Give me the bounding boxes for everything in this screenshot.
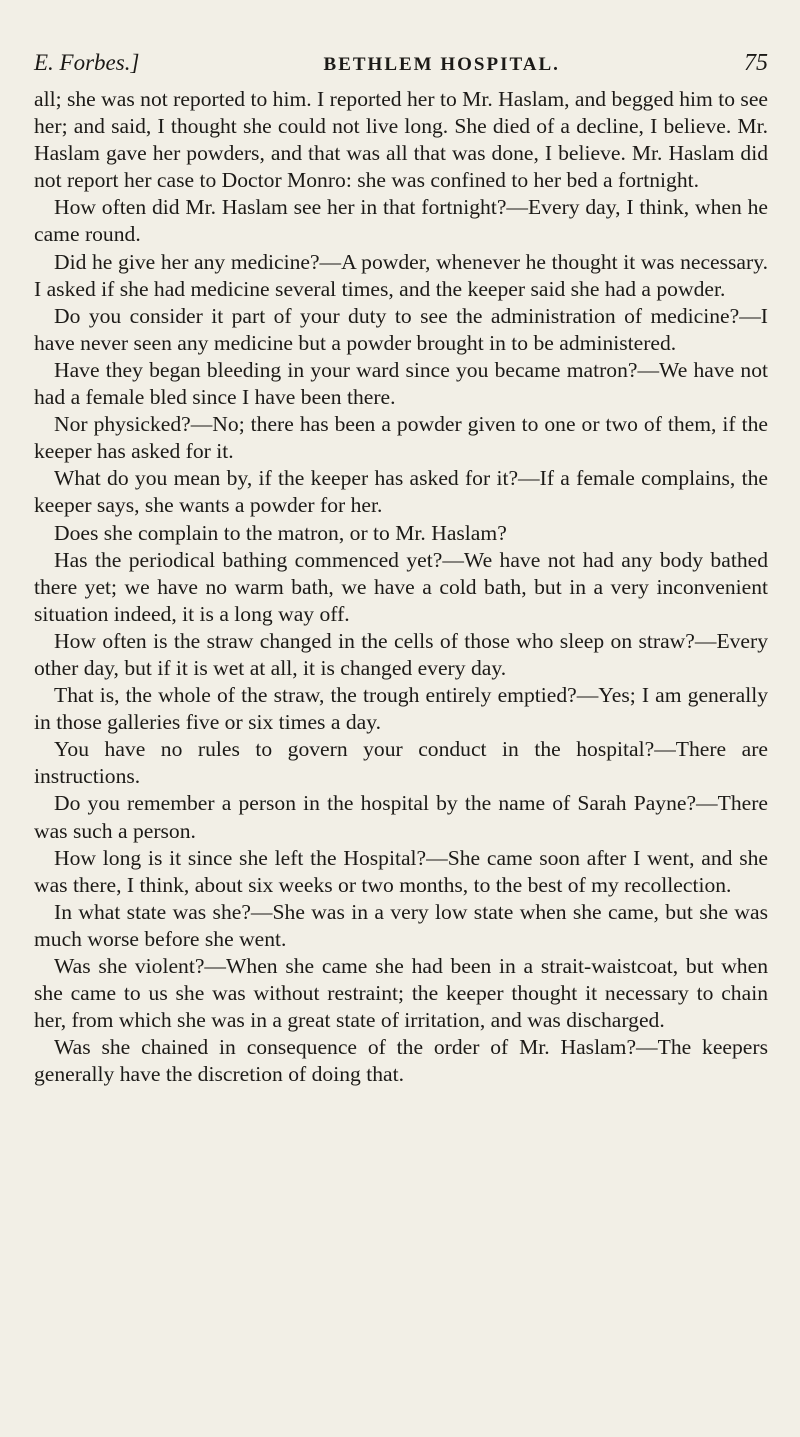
author-running-head: E. Forbes.] <box>34 50 140 75</box>
page-body <box>34 86 768 1088</box>
running-head <box>34 48 768 80</box>
paragraph-qa: Do you consider it part of your duty to see the administration of medicine?—I have never seen any medicine but a powder brought in to be administered. <box>34 303 768 355</box>
paragraph-qa: Have they began bleeding in your ward since you became matron?—We have not had a female bled since I have been there. <box>34 357 768 410</box>
title-running-head: BETHLEM HOSPITAL. <box>323 54 560 75</box>
paragraph-qa: You have no rules to govern your conduct in the hospital?—There are instructions. <box>34 737 768 789</box>
paragraph-continuation: all; she was not reported to him. I reported her to Mr. Haslam, and begged him to see her; and said, I thought she could not live long. She died of a decline, I believe. Mr. Haslam gave her powders, and that was all that was done, I believe. Mr. Haslam did not report her case to Doctor Monro: she was confined to her bed a fortnight. <box>34 87 768 193</box>
paragraph-qa: Did he give her any medicine?—A powder, whenever he thought it was necessary. I asked if she had medicine several times, and the keeper said she had a powder. <box>34 249 768 301</box>
paragraph-qa: Nor physicked?—No; there has been a powder given to one or two of them, if the keeper has asked for it. <box>34 412 768 464</box>
paragraph-qa: Do you remember a person in the hospital by the name of Sarah Payne?—There was such a person. <box>34 791 768 843</box>
paragraph-qa: What do you mean by, if the keeper has asked for it?—If a female complains, the keeper says, she wants a powder for her. <box>34 466 768 518</box>
page-number: 75 <box>744 50 768 76</box>
paragraph-qa: How long is it since she left the Hospital?—She came soon after I went, and she was there, I think, about six weeks or two months, to the best of my recollection. <box>34 845 768 897</box>
paragraph-qa: How often is the straw changed in the cells of those who sleep on straw?—Every other day, but if it is wet at all, it is changed every day. <box>34 628 768 680</box>
paragraph-qa: That is, the whole of the straw, the trough entirely emptied?—Yes; I am generally in those galleries five or six times a day. <box>34 683 768 735</box>
paragraph-qa: Has the periodical bathing commenced yet?—We have not had any body bathed there yet; we have no warm bath, we have a cold bath, but in a very inconvenient situation indeed, it is a long way off. <box>34 547 768 626</box>
paragraph-qa: Was she violent?—When she came she had been in a strait-waistcoat, but when she came to us she was without restraint; the keeper thought it necessary to chain her, from which she was in a great state of irritation, and was discharged. <box>34 954 768 1033</box>
book-page <box>34 48 768 1088</box>
paragraph-qa: How often did Mr. Haslam see her in that fortnight?—Every day, I think, when he came round. <box>34 195 768 247</box>
paragraph-qa: Was she chained in consequence of the order of Mr. Haslam?—The keepers generally have the discretion of doing that. <box>34 1035 768 1087</box>
paragraph-qa: In what state was she?—She was in a very low state when she came, but she was much worse before she went. <box>34 899 768 951</box>
paragraph-qa: Does she complain to the matron, or to Mr. Haslam? <box>54 520 507 545</box>
